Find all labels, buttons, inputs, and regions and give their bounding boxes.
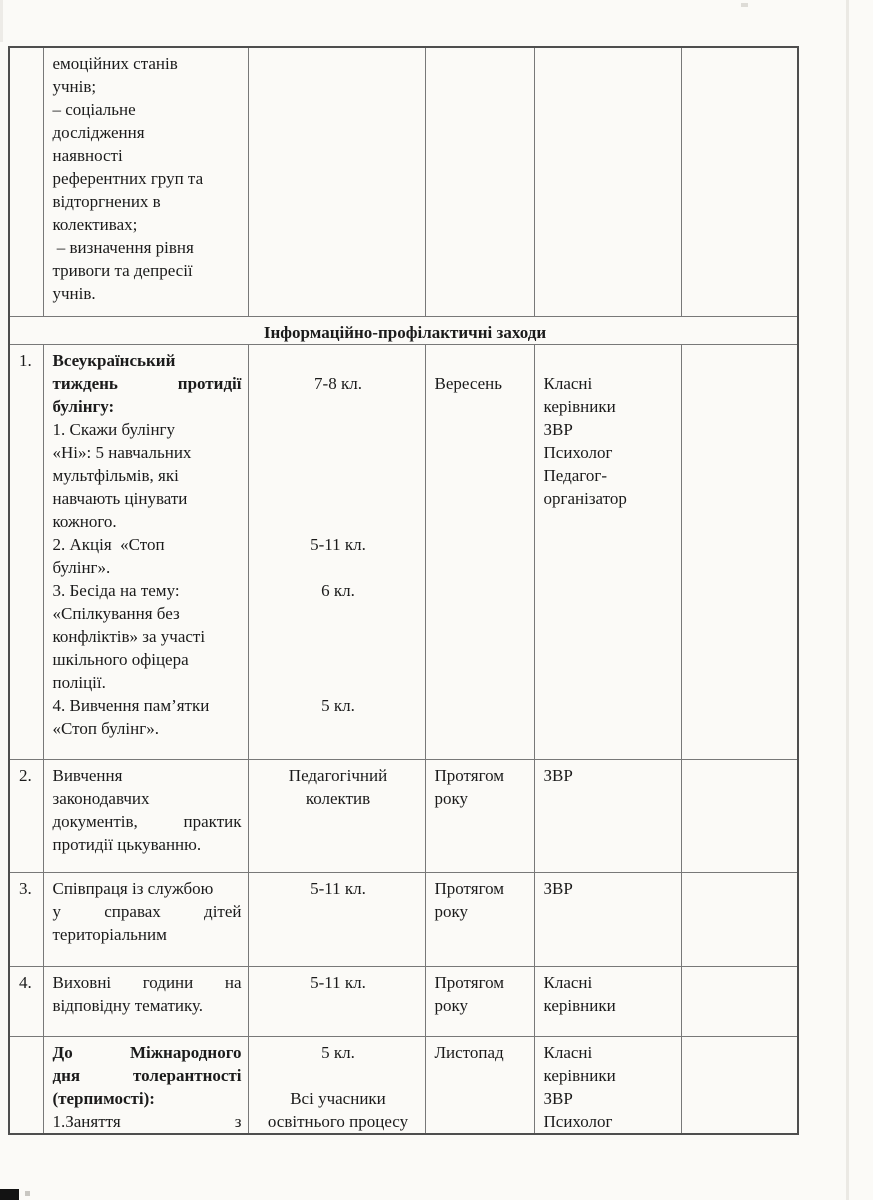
text-line: року — [434, 901, 469, 921]
text-line: ЗВР — [543, 878, 573, 898]
section-header-row — [9, 316, 798, 344]
text-line: Педагогічний — [288, 765, 388, 785]
text-line — [258, 349, 419, 372]
text-line: організатор — [543, 488, 627, 508]
text-line: учнів; — [52, 77, 97, 96]
text-line: Психолог — [543, 442, 613, 462]
responsible-text — [544, 764, 675, 787]
text-line: референтних груп та — [52, 169, 204, 188]
cell-number: 4. — [9, 966, 43, 1036]
table-row — [9, 966, 798, 1036]
text-line: шкільного офіцера — [52, 649, 189, 669]
term-text — [435, 877, 528, 923]
cell-note — [681, 1036, 798, 1134]
text-line: колективах; — [52, 215, 138, 234]
text-line: «Стоп булінг». — [52, 718, 159, 738]
cell-term — [425, 966, 534, 1036]
text-line: ЗВР — [543, 765, 573, 785]
text-line: 1.Заняття з — [52, 1111, 242, 1131]
audience-text — [258, 349, 419, 717]
text-line: 4. Вивчення пам’ятки — [52, 695, 210, 715]
cell-activity — [43, 47, 248, 316]
text-line: Вересень — [434, 373, 503, 393]
text-line: 5-11 кл. — [310, 972, 366, 992]
cell-note — [681, 47, 798, 316]
cell-term — [425, 759, 534, 872]
text-line: протидії цькуванню. — [52, 834, 202, 854]
activities-table — [8, 46, 799, 1135]
text-line — [258, 441, 419, 464]
text-line — [258, 510, 419, 533]
audience-text — [258, 971, 419, 994]
text-line: Психолог — [543, 1111, 613, 1131]
term-text — [435, 971, 528, 1017]
text-line: 2. Акція «Стоп — [52, 534, 165, 554]
text-line — [435, 349, 528, 372]
scan-speck — [741, 3, 748, 7]
text-line: Протягом — [434, 972, 505, 992]
cell-responsible — [534, 759, 681, 872]
text-line: тривоги та депресії — [52, 261, 193, 280]
cell-responsible — [534, 966, 681, 1036]
text-line: «Ні»: 5 навчальних — [52, 442, 192, 462]
text-line: навчають цінувати — [52, 488, 188, 508]
cell-responsible — [534, 47, 681, 316]
text-line: 6 кл. — [321, 580, 355, 600]
cell-number: 1. — [9, 344, 43, 759]
text-line: Класні — [543, 373, 593, 393]
cell-term — [425, 1036, 534, 1134]
cell-responsible — [534, 872, 681, 966]
text-line: 3. Бесіда на тему: — [52, 580, 180, 600]
cell-audience — [248, 47, 425, 316]
text-line: керівники — [543, 1065, 616, 1085]
cell-audience — [248, 344, 425, 759]
text-line: ЗВР — [543, 419, 573, 439]
text-line — [258, 487, 419, 510]
cell-note — [681, 344, 798, 759]
text-line: учнів. — [52, 284, 96, 303]
table-row — [9, 759, 798, 872]
text-line: Всеукраїнський — [52, 350, 176, 370]
activity-text — [53, 1110, 242, 1133]
text-line — [258, 395, 419, 418]
text-line: дослідження — [52, 123, 145, 142]
cell-number: 3. — [9, 872, 43, 966]
text-line: булінгу: — [52, 396, 115, 416]
text-line: Протягом — [434, 878, 505, 898]
text-line: 7-8 кл. — [314, 373, 362, 393]
activity-title — [53, 1041, 242, 1110]
activity-text — [53, 52, 242, 305]
cell-activity — [43, 872, 248, 966]
cell-responsible — [534, 344, 681, 759]
text-line — [544, 349, 675, 372]
activity-text — [53, 971, 242, 1017]
cell-audience — [248, 759, 425, 872]
cell-term — [425, 344, 534, 759]
text-line: керівники — [543, 995, 616, 1015]
text-line: Співпраця із службою — [52, 878, 214, 898]
text-line: конфліктів» за участі — [52, 626, 206, 646]
text-line: наявності — [52, 146, 123, 165]
text-line: – соціальне — [52, 100, 136, 119]
text-line: поліції. — [52, 672, 106, 692]
text-line: кожного. — [52, 511, 117, 531]
audience-text — [258, 764, 419, 810]
text-line: колектив — [305, 788, 371, 808]
text-line: року — [434, 995, 469, 1015]
text-line: 1. Скажи булінгу — [52, 419, 176, 439]
term-text — [435, 349, 528, 395]
text-line: До Міжнародного — [52, 1042, 242, 1062]
text-line: Протягом — [434, 765, 505, 785]
text-line: року — [434, 788, 469, 808]
audience-text — [258, 1041, 419, 1133]
text-line: Листопад — [434, 1042, 504, 1062]
text-line: булінг». — [52, 557, 111, 577]
text-line: емоційних станів — [52, 54, 178, 73]
text-line — [258, 648, 419, 671]
text-line: 5 кл. — [321, 695, 355, 715]
text-line: мультфільмів, які — [52, 465, 179, 485]
responsible-text — [544, 1041, 675, 1133]
text-line: ЗВР — [543, 1088, 573, 1108]
cell-term — [425, 872, 534, 966]
table-row — [9, 344, 798, 759]
text-line: відторгнених в — [52, 192, 161, 211]
audience-text — [258, 877, 419, 900]
text-line — [258, 625, 419, 648]
cell-activity — [43, 344, 248, 759]
table-row — [9, 1036, 798, 1134]
text-line: Класні — [543, 972, 593, 992]
cell-note — [681, 872, 798, 966]
scan-corner-mark — [0, 1189, 19, 1200]
table-row-continuation — [9, 47, 798, 316]
text-line: Педагог- — [543, 465, 607, 485]
cell-activity — [43, 759, 248, 872]
text-line: освітнього процесу — [267, 1111, 409, 1131]
activity-text — [53, 877, 242, 946]
text-line: 5 кл. — [321, 1042, 355, 1062]
cell-activity — [43, 1036, 248, 1134]
scan-speck — [25, 1191, 30, 1196]
scan-left-edge — [0, 0, 3, 42]
text-line — [258, 418, 419, 441]
text-line: Класні — [543, 1042, 593, 1062]
text-line: – визначення рівня — [52, 238, 194, 257]
text-line: у справах дітей — [52, 901, 242, 921]
responsible-text — [544, 877, 675, 900]
text-line: «Спілкування без — [52, 603, 180, 623]
term-text — [435, 764, 528, 810]
text-line — [258, 671, 419, 694]
cell-audience — [248, 1036, 425, 1134]
text-line: законодавчих — [52, 788, 150, 808]
term-text — [435, 1041, 528, 1064]
cell-note — [681, 759, 798, 872]
cell-number — [9, 47, 43, 316]
text-line: Всі учасники — [290, 1088, 386, 1108]
scan-page-edge-shadow — [846, 0, 849, 1200]
cell-responsible — [534, 1036, 681, 1134]
text-line: дня толерантності — [52, 1065, 242, 1085]
cell-term — [425, 47, 534, 316]
text-line: тиждень протидії — [52, 373, 242, 393]
cell-number: 2. — [9, 759, 43, 872]
cell-audience — [248, 966, 425, 1036]
text-line: 5-11 кл. — [310, 534, 366, 554]
table-row — [9, 872, 798, 966]
cell-number — [9, 1036, 43, 1134]
text-line: територіальним — [52, 924, 167, 944]
text-line: керівники — [543, 396, 616, 416]
text-line: відповідну тематику. — [52, 995, 204, 1015]
cell-note — [681, 966, 798, 1036]
text-line — [258, 464, 419, 487]
text-line: Вивчення — [52, 765, 123, 785]
cell-audience — [248, 872, 425, 966]
activity-text — [53, 418, 242, 740]
text-line — [258, 602, 419, 625]
text-line: документів, практик — [52, 811, 242, 831]
responsible-text — [544, 349, 675, 510]
section-header: Інформаційно-профілактичні заходи — [9, 316, 798, 344]
text-line: Виховні години на — [52, 972, 242, 992]
cell-activity — [43, 966, 248, 1036]
text-line: 5-11 кл. — [310, 878, 366, 898]
text-line — [258, 556, 419, 579]
activity-text — [53, 764, 242, 856]
text-line: (терпимості): — [52, 1088, 155, 1108]
responsible-text — [544, 971, 675, 1017]
text-line — [258, 1064, 419, 1087]
activity-title — [53, 349, 242, 418]
